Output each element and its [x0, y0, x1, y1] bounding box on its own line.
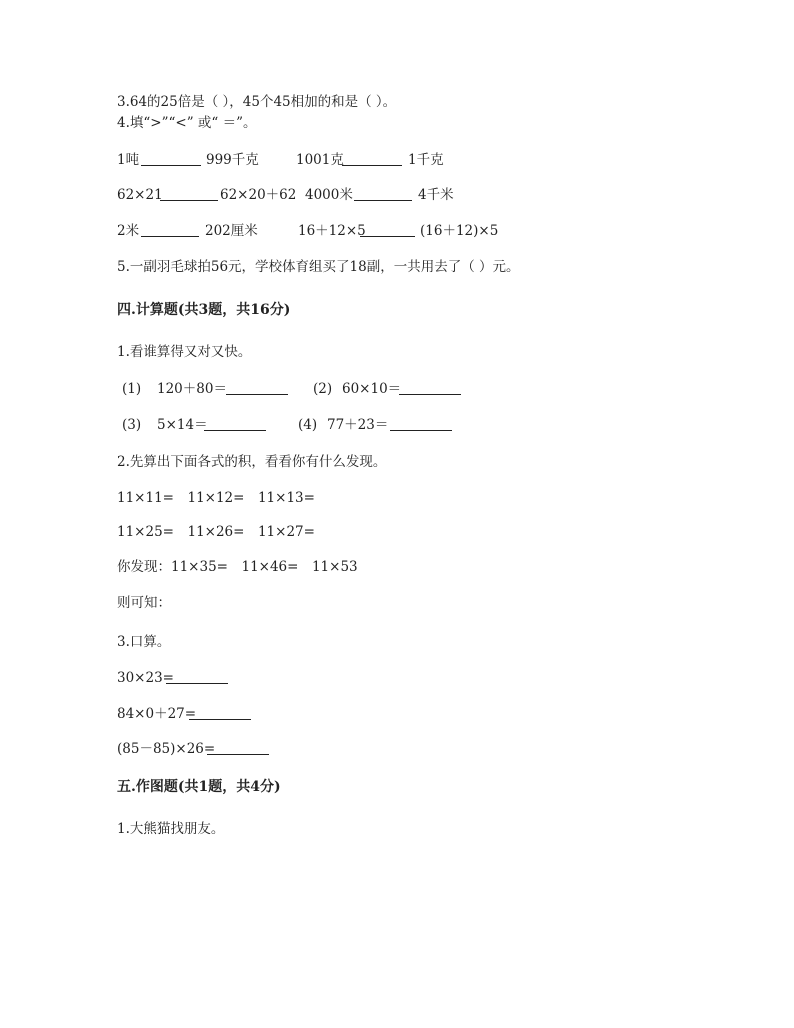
calc-expression: 5×14＝: [157, 417, 208, 433]
calc-expression: 84×0＋27=: [117, 706, 197, 722]
answer-blank[interactable]: [166, 669, 228, 689]
calc-q2-row-3: 你发现：11×35= 11×46= 11×53: [117, 559, 358, 575]
compare-left-b: 999千克: [206, 152, 259, 168]
section-5-heading: 五.作图题(共1题，共4分): [117, 779, 281, 795]
compare-blank[interactable]: [342, 151, 402, 171]
item-number: (3): [122, 417, 142, 433]
compare-left-a: 2米: [117, 223, 140, 239]
compare-blank[interactable]: [141, 151, 201, 171]
calc-expression: 120＋80＝: [157, 381, 227, 397]
calc-q1-prompt: 1.看谁算得又对又快。: [117, 344, 252, 360]
calc-expression: 60×10＝: [342, 381, 402, 397]
answer-blank[interactable]: [399, 380, 461, 400]
calc-q2-row-4: 则可知：: [117, 595, 171, 611]
answer-blank[interactable]: [204, 416, 266, 436]
compare-right-a: 4000米: [305, 187, 353, 203]
answer-blank[interactable]: [226, 380, 288, 400]
item-number: (2): [313, 381, 333, 397]
item-number: (4): [298, 417, 318, 433]
item-number: (1): [122, 381, 142, 397]
compare-right-b: 4千米: [418, 187, 454, 203]
calc-q3-prompt: 3.口算。: [117, 634, 171, 650]
answer-blank[interactable]: [390, 416, 452, 436]
question-4-prompt: 4.填“>”“<” 或“ ＝”。: [117, 115, 257, 131]
compare-blank[interactable]: [360, 222, 415, 242]
calc-q2-row-2: 11×25= 11×26= 11×27=: [117, 524, 315, 540]
compare-right-a: 16＋12×5: [298, 223, 366, 239]
compare-right-b: 1千克: [408, 152, 444, 168]
calc-q2-row-1: 11×11= 11×12= 11×13=: [117, 490, 315, 506]
compare-left-b: 62×20＋62: [220, 187, 297, 203]
compare-left-a: 62×21: [117, 187, 163, 203]
compare-left-a: 1吨: [117, 152, 140, 168]
calc-q2-prompt: 2.先算出下面各式的积，看看你有什么发现。: [117, 454, 387, 470]
calc-expression: (85－85)×26=: [117, 741, 216, 757]
question-5-text: 5.一副羽毛球拍56元，学校体育组买了18副，一共用去了（ ）元。: [117, 259, 520, 275]
drawing-q1-prompt: 1.大熊猫找朋友。: [117, 821, 225, 837]
compare-blank[interactable]: [141, 222, 199, 242]
calc-expression: 77＋23＝: [327, 417, 389, 433]
compare-right-b: (16＋12)×5: [420, 223, 499, 239]
compare-left-b: 202厘米: [205, 223, 258, 239]
answer-blank[interactable]: [189, 705, 251, 725]
section-4-heading: 四.计算题(共3题，共16分): [117, 302, 291, 318]
compare-blank[interactable]: [354, 186, 412, 206]
calc-expression: 30×23=: [117, 670, 174, 686]
compare-blank[interactable]: [160, 186, 218, 206]
question-3-text: 3.64的25倍是（ ），45个45相加的和是（ ）。: [117, 94, 397, 110]
compare-right-a: 1001克: [296, 152, 344, 168]
answer-blank[interactable]: [207, 740, 269, 760]
